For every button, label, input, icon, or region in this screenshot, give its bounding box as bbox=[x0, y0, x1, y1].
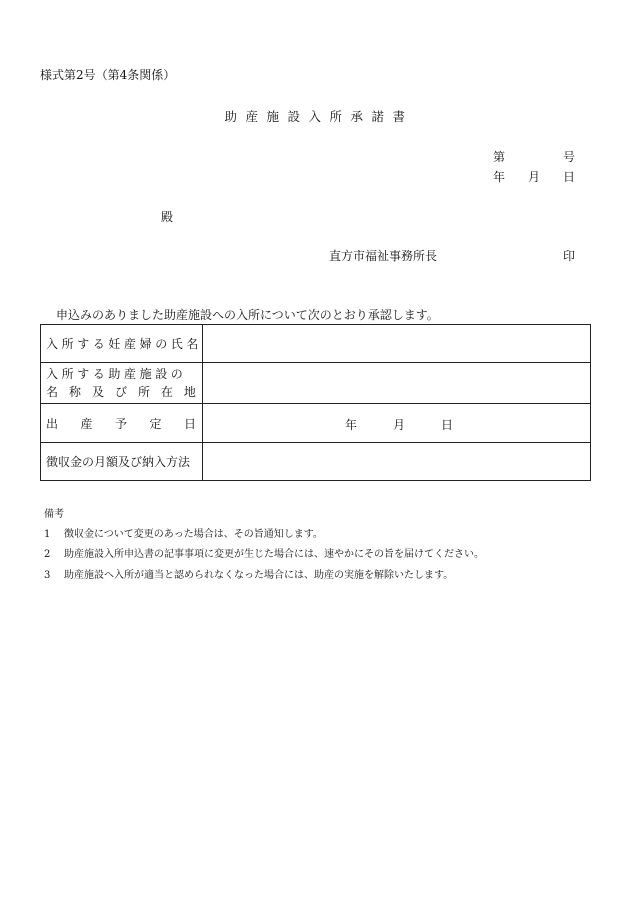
issuer-name: 直方市福祉事務所長 bbox=[329, 249, 438, 263]
fee-field[interactable] bbox=[203, 443, 591, 481]
due-date-label: 出 産 予 定 日 bbox=[41, 404, 203, 443]
remark-item: 3 助産施設へ入所が適当と認められなくなった場合には、助産の実施を解除いたします。 bbox=[44, 570, 454, 581]
table-row bbox=[41, 325, 591, 363]
due-date-year-label: 年 bbox=[345, 418, 358, 432]
document-title: 助産施設入所承諾書 bbox=[224, 109, 414, 124]
form-number: 様式第2号（第4条関係） bbox=[40, 68, 176, 82]
addressee-honorific: 殿 bbox=[161, 210, 174, 224]
issue-year-label: 年 bbox=[493, 170, 506, 184]
fee-label: 徴収金の月額及び納入方法 bbox=[41, 443, 203, 481]
due-date-month-label: 月 bbox=[393, 418, 406, 432]
facility-label: 入所する助産施設の 名 称 及 び 所 在 地 bbox=[41, 363, 203, 404]
facility-label-line2: 名 称 及 び 所 在 地 bbox=[46, 385, 196, 399]
issue-month-label: 月 bbox=[528, 170, 541, 184]
remark-item: 1 徴収金について変更のあった場合は、その旨通知します。 bbox=[44, 529, 323, 540]
due-date-day-label: 日 bbox=[441, 418, 454, 432]
expectant-mother-name-field[interactable] bbox=[203, 325, 591, 363]
expectant-mother-name-label: 入所する妊産婦の氏名 bbox=[41, 325, 203, 363]
due-date-field[interactable] bbox=[203, 404, 591, 443]
table-row bbox=[41, 363, 591, 404]
table-row bbox=[41, 443, 591, 481]
seal-mark: 印 bbox=[563, 249, 576, 263]
issue-day-label: 日 bbox=[563, 170, 576, 184]
remarks-title: 備考 bbox=[44, 509, 64, 520]
reference-go-label: 号 bbox=[563, 150, 576, 164]
intro-statement: 申込みのありました助産施設への入所について次のとおり承認します。 bbox=[56, 308, 439, 322]
approval-form-table bbox=[40, 324, 591, 481]
facility-name-address-field[interactable] bbox=[203, 363, 591, 404]
table-row bbox=[41, 404, 591, 443]
reference-dai-label: 第 bbox=[493, 150, 506, 164]
remark-item: 2 助産施設入所申込書の記事事項に変更が生じた場合には、速やかにその旨を届けてください。 bbox=[44, 549, 484, 560]
